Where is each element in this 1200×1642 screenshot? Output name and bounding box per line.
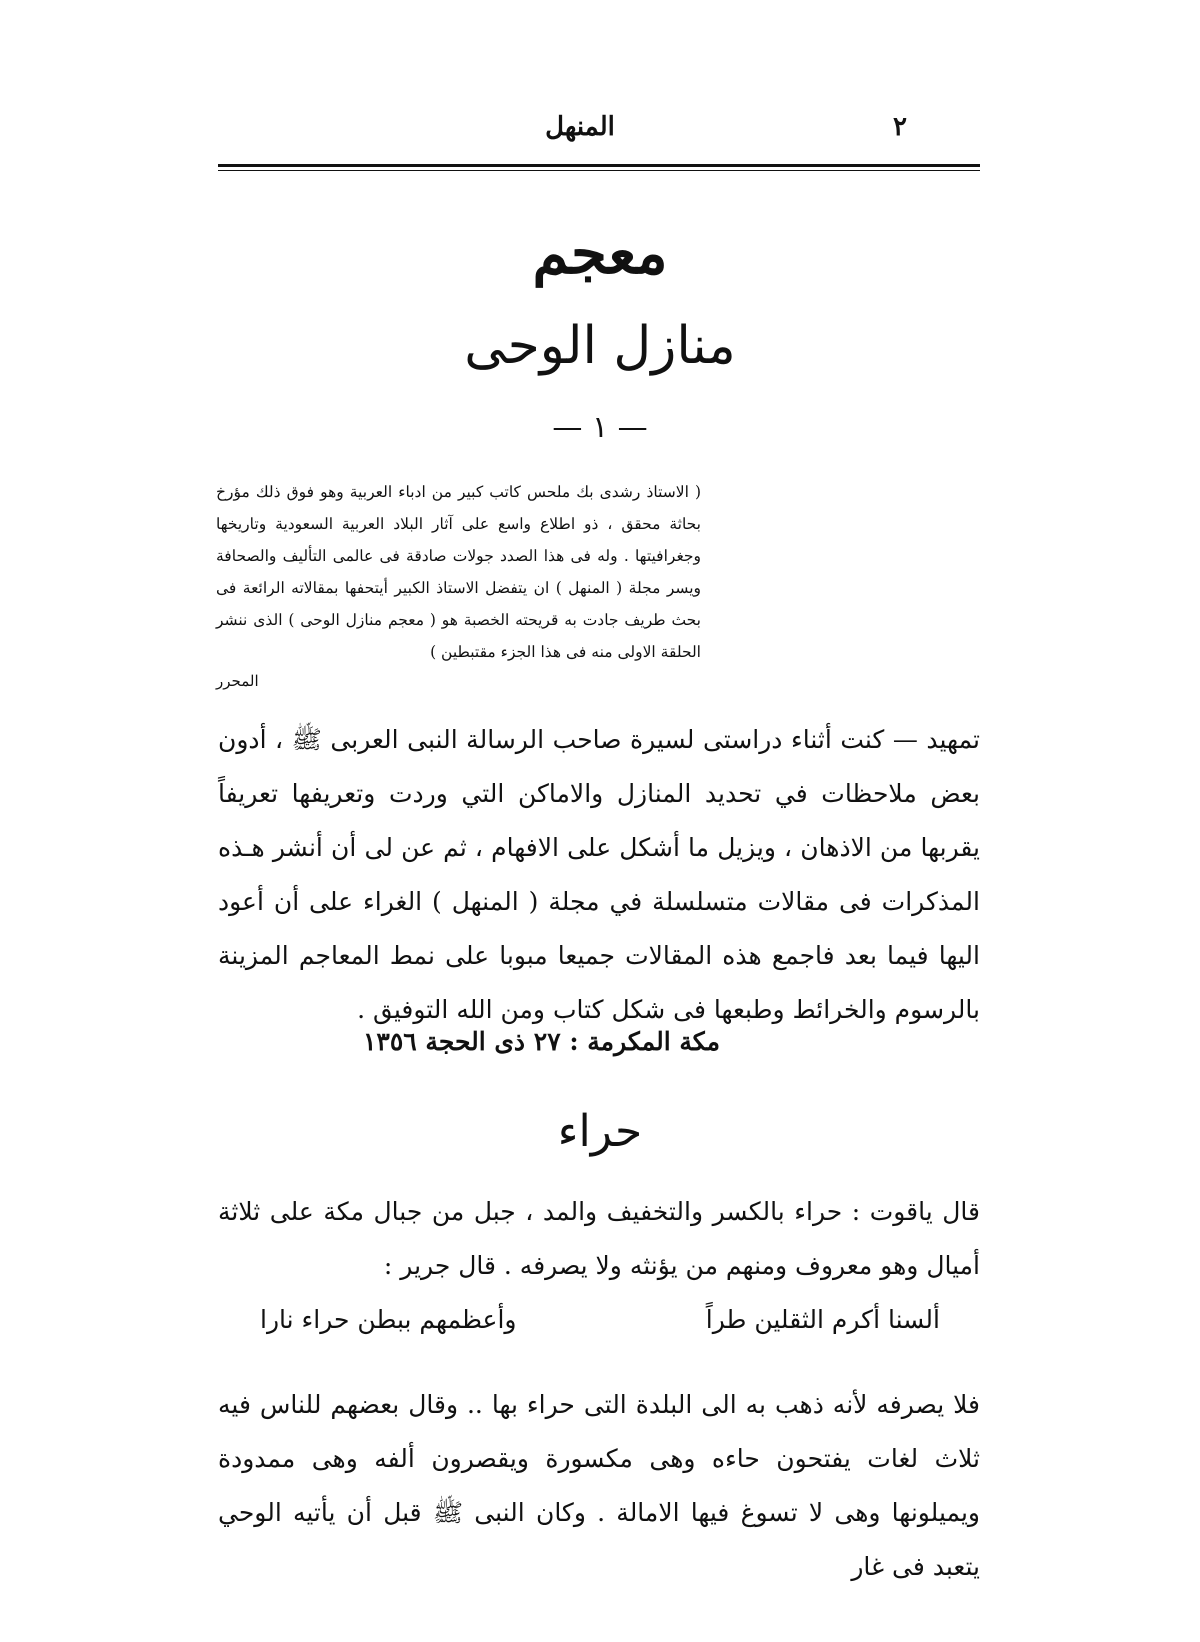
header-rule <box>218 164 980 167</box>
part-marker: — ١ — <box>552 410 648 445</box>
hira-paragraph: فلا يصرفه لأنه ذهب به الى البلدة التى حراء بها .. وقال بعضهم للناس فيه ثلاث لغات يفتحون حاءه وهى مكسورة ويقصرون ألفه وهى ممدودة ويميلونها وهى لا تسوغ فيها الامالة . وكان النبى ﷺ قبل أن يأتيه الوحي يتعبد فى غار <box>218 1390 980 1581</box>
editor-signature: المحرر <box>216 672 259 690</box>
verse-first-hemistich: ألسنا أكرم الثقلين طراً <box>705 1305 940 1334</box>
dateline: مكة المكرمة : ٢٧ ذى الحجة ١٣٥٦ <box>363 1027 720 1056</box>
yaqut-paragraph: قال ياقوت : حراء بالكسر والتخفيف والمد ، جبل من جبال مكة على ثلاثة أميال وهو معروف ومنهم من يؤنثه ولا يصرفه . قال جرير : <box>218 1197 980 1280</box>
running-head: المنهل <box>545 112 615 142</box>
section-heading: حراء <box>557 1106 643 1157</box>
editor-note: ( الاستاذ رشدى بك ملحس كاتب كبير من ادباء العربية وهو فوق ذلك مؤرخ بحاثة محقق ، ذو اطلاع واسع على آثار البلاد العربية السعودية وتاريخها وجغرافيتها . وله فى هذا الصدد جولات صادقة فى عالمى التأليف والصحافة ويسر مجلة ( المنهل ) ان يتفضل الاستاذ الكبير أيتحفها بمقالاته الرائعة فى بحث طريف جادت به قريحته الخصبة هو ( معجم منازل الوحى ) الذى ننشر الحلقة الاولى منه فى هذا الجزء مقتبطين ) <box>216 483 701 661</box>
article-title: معجم <box>532 219 668 287</box>
intro-paragraph: تمهيد — كنت أثناء دراستى لسيرة صاحب الرسالة النبى العربى ﷺ ، أدون بعض ملاحظات في تحديد المنازل والاماكن التي وردت وتعريفها تعريفاً يقربها من الاذهان ، ويزيل ما أشكل على الافهام ، ثم عن لى أن أنشر هـذه المذكرات فى مقالات متسلسلة في مجلة ( المنهل ) الغراء على أن أعود اليها فيما بعد فاجمع هذه المقالات جميعا مبوبا على نمط المعاجم المزينة بالرسوم والخرائط وطبعها فى شكل كتاب ومن الله التوفيق . <box>218 725 980 1024</box>
verse-second-hemistich: وأعظمهم ببطن حراء نارا <box>260 1305 517 1334</box>
header-rule-thin <box>218 170 980 171</box>
page-number: ٢ <box>893 112 907 142</box>
article-subtitle: منازل الوحى <box>464 316 736 376</box>
